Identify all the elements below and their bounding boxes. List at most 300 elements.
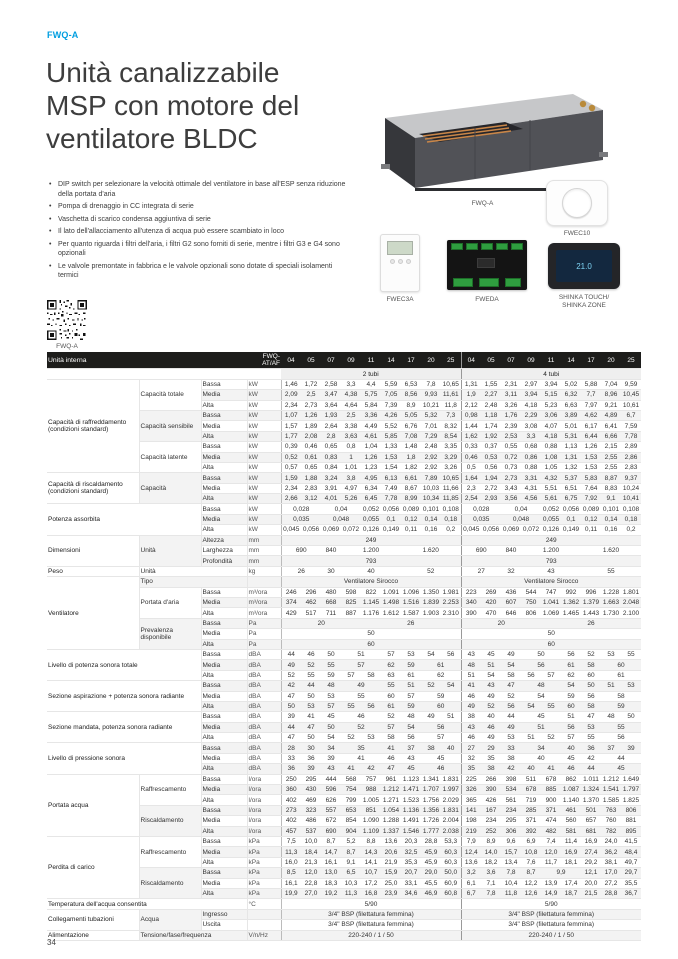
value-cell: 0,072 — [522, 526, 540, 534]
value-cell: 36 — [281, 764, 301, 774]
value-cell: 49 — [481, 691, 501, 701]
section-label: Ventilatore — [47, 577, 139, 650]
value-cell: 793 — [281, 556, 461, 566]
value-cell: 840 — [321, 546, 341, 556]
value-cell: 30 — [321, 566, 341, 576]
section-label: Sezione aspirazione + potenza sonora radiante — [47, 681, 201, 712]
value-cell: 757 — [361, 774, 381, 784]
value-cell: 822 — [361, 587, 381, 597]
value-cell: 56 — [441, 649, 461, 659]
value-cell: 6,13 — [381, 473, 401, 483]
level-label: Alta — [201, 701, 247, 711]
value-cell: 49 — [461, 701, 481, 711]
value-cell: 249 — [461, 535, 641, 545]
value-cell: 60,3 — [441, 847, 461, 857]
value-cell: 21,9 — [381, 857, 401, 867]
value-cell: 7,89 — [421, 473, 441, 483]
value-cell: 4,95 — [361, 473, 381, 483]
value-cell: 806 — [521, 608, 541, 618]
unit-label: kPa — [247, 857, 281, 867]
value-cell: 57 — [381, 722, 401, 732]
value-cell: 21,5 — [581, 888, 601, 898]
value-cell: 46,9 — [421, 888, 441, 898]
value-cell: 29,2 — [581, 857, 601, 867]
value-cell: 596 — [321, 785, 341, 795]
value-cell: 57 — [421, 733, 461, 743]
size-column-header: 20 — [421, 352, 441, 369]
value-cell: 32 — [461, 753, 481, 763]
value-cell: 33 — [501, 743, 521, 753]
value-cell: 56 — [581, 691, 601, 701]
value-cell: 5,51 — [541, 483, 561, 493]
value-cell: 763 — [601, 805, 621, 815]
unit-label: m³/ora — [247, 587, 281, 597]
value-cell: 1.350 — [422, 588, 440, 596]
value-cell: 40 — [561, 743, 581, 753]
sub-label: Raffrescamento — [139, 836, 201, 867]
value-cell: 7,05 — [381, 390, 401, 400]
level-label: Bassa — [201, 868, 247, 878]
value-cell: 38 — [501, 753, 521, 763]
sub-label: Capacità latente — [139, 442, 201, 473]
value-cell: 996 — [581, 587, 601, 597]
value-cell: 719 — [521, 795, 541, 805]
value-cell: 45 — [521, 712, 561, 722]
value-cell: 4,89 — [601, 410, 621, 420]
value-cell: 1.649 — [622, 775, 640, 783]
value-cell: 14,9 — [541, 888, 561, 898]
value-cell: 48 — [321, 681, 341, 691]
value-cell: 50 — [321, 722, 341, 732]
value-cell: 7,92 — [581, 494, 601, 504]
value-cell: 0,18 — [621, 514, 641, 524]
value-cell: 46 — [561, 764, 581, 774]
value-cell: 12,1 — [581, 868, 601, 878]
section-label: Collegamenti tubazioni — [47, 909, 139, 930]
value-cell: 0,14 — [601, 514, 621, 524]
value-cell: 678 — [521, 785, 541, 795]
value-cell: 27 — [461, 566, 501, 576]
unit-label: kW — [247, 379, 281, 389]
value-cell: 39 — [621, 743, 641, 753]
unit-label: Pa — [247, 639, 281, 649]
value-cell: 2,92 — [421, 452, 441, 462]
value-cell: 9,1 — [601, 494, 621, 504]
value-cell: 29 — [481, 743, 501, 753]
value-cell: 39 — [281, 712, 301, 722]
value-cell: 53 — [301, 701, 321, 711]
value-cell: 57 — [341, 670, 361, 680]
unit-label: kW — [247, 494, 281, 504]
value-cell: 39 — [321, 753, 341, 763]
unit-label: dBA — [247, 681, 281, 691]
value-cell: 2,12 — [461, 400, 481, 410]
value-cell: 11,3 — [341, 888, 361, 898]
value-cell: 3,24 — [321, 473, 341, 483]
unit-label: dBA — [247, 701, 281, 711]
value-cell: 2,48 — [481, 400, 501, 410]
value-cell: 1.443 — [582, 609, 600, 617]
value-cell: 26 — [541, 618, 641, 628]
value-cell: 0,11 — [581, 525, 601, 535]
level-label: Media — [201, 421, 247, 431]
value-cell: 52 — [401, 566, 461, 576]
value-cell: 62 — [381, 660, 401, 670]
value-cell: 8,7 — [521, 868, 541, 878]
value-cell: 1.140 — [562, 796, 580, 804]
value-cell: 62 — [421, 670, 461, 680]
model-column-header: FWQ-AT/AF — [247, 352, 281, 369]
value-cell: 28 — [281, 743, 301, 753]
value-cell: 2,15 — [601, 442, 621, 452]
value-cell: 223 — [461, 587, 481, 597]
value-cell: 1.756 — [422, 796, 440, 804]
value-cell: 8,32 — [441, 421, 461, 431]
value-cell: 0,089 — [582, 505, 600, 513]
value-cell: 10,8 — [521, 847, 541, 857]
value-cell: 1.523 — [402, 796, 420, 804]
value-cell: 43 — [461, 649, 481, 659]
level-label: Bassa — [201, 379, 247, 389]
value-cell: 35,5 — [621, 878, 641, 888]
value-cell: 1.663 — [602, 599, 620, 607]
value-cell: 1.839 — [422, 599, 440, 607]
value-cell: 26 — [281, 566, 321, 576]
value-cell: 3/4" BSP (filettatura femmina) — [461, 920, 641, 930]
value-cell: 46 — [481, 722, 501, 732]
value-cell: 60 — [281, 639, 461, 649]
value-cell: 45 — [321, 712, 341, 722]
value-cell: 8,7 — [321, 836, 341, 846]
unit-label — [247, 577, 281, 587]
unit-label: °C — [247, 899, 281, 909]
value-cell: 234 — [501, 805, 521, 815]
section-label: Capacità di riscaldamento (condizioni standard) — [47, 473, 139, 504]
unit-label: l/ora — [247, 785, 281, 795]
feature-item: • Il lato dell'allacciamento all'utenza di acqua può essere scambiato in loco — [58, 227, 354, 237]
value-cell: 2.029 — [441, 795, 461, 805]
value-cell: 2,53 — [501, 431, 521, 441]
size-column-header: 17 — [581, 352, 601, 369]
value-cell: 273 — [281, 805, 301, 815]
value-cell: 48 — [461, 660, 481, 670]
value-cell: 3,3 — [341, 379, 361, 389]
value-cell: 6,61 — [401, 473, 421, 483]
value-cell: 42 — [281, 681, 301, 691]
value-cell: 0,035 — [461, 514, 501, 524]
unit-label: l/ora — [247, 795, 281, 805]
value-cell: 12,0 — [541, 847, 561, 857]
shinka-caption-line: SHINKA TOUCH/ — [558, 294, 610, 301]
value-cell: 29,7 — [621, 868, 641, 878]
section-label: Livello di potenza sonora totale — [47, 649, 201, 680]
value-cell: 1.288 — [382, 817, 400, 825]
value-cell: 2,27 — [481, 390, 501, 400]
value-cell: 16,8 — [361, 888, 381, 898]
value-cell: 0,37 — [481, 442, 501, 452]
value-cell: 13,9 — [541, 878, 561, 888]
sub-label: Unità — [139, 566, 247, 576]
value-cell: 0,65 — [321, 442, 341, 452]
value-cell: 27 — [461, 743, 481, 753]
value-cell: 38 — [481, 764, 501, 774]
value-cell: 295 — [501, 816, 521, 826]
value-cell: 13,6 — [461, 857, 481, 867]
value-cell: 1.707 — [422, 786, 440, 794]
value-cell: 5,83 — [581, 473, 601, 483]
value-cell: 1.620 — [401, 546, 461, 556]
value-cell: 27,4 — [581, 847, 601, 857]
value-cell: 1.337 — [382, 827, 400, 835]
value-cell: 1.498 — [382, 599, 400, 607]
value-cell: 1,13 — [561, 442, 581, 452]
value-cell: 306 — [501, 826, 521, 836]
value-cell: 390 — [481, 785, 501, 795]
value-cell: 1.200 — [341, 546, 401, 556]
value-cell: 557 — [321, 805, 341, 815]
value-cell: 1,93 — [321, 410, 341, 420]
value-cell: 840 — [501, 546, 521, 556]
value-cell: 49 — [481, 733, 501, 743]
value-cell: 43 — [401, 753, 421, 763]
value-cell: 54 — [501, 660, 521, 670]
title-line: ventilatore BLDC — [46, 123, 258, 154]
value-cell: 42 — [361, 764, 381, 774]
value-cell: 11,3 — [281, 847, 301, 857]
value-cell: 20 — [281, 618, 361, 628]
value-cell: 895 — [621, 826, 641, 836]
value-cell: 678 — [541, 774, 561, 784]
section-label: Potenza assorbita — [47, 504, 201, 535]
value-cell: 8,56 — [401, 390, 421, 400]
value-cell: 0,53 — [481, 452, 501, 462]
value-cell: 18,2 — [481, 857, 501, 867]
value-cell: 371 — [541, 805, 561, 815]
value-cell: 1.620 — [581, 546, 641, 556]
value-cell: 1,46 — [281, 379, 301, 389]
value-cell: 43 — [321, 764, 341, 774]
value-cell: 2.004 — [441, 816, 461, 826]
value-cell: 33,1 — [401, 878, 421, 888]
value-cell: 2,58 — [321, 379, 341, 389]
value-cell: 16,9 — [581, 836, 601, 846]
value-cell: 3,35 — [441, 442, 461, 452]
unit-label: kg — [247, 566, 281, 576]
value-cell: 1.825 — [622, 796, 640, 804]
level-label: Bassa — [201, 410, 247, 420]
value-cell: 0,14 — [421, 514, 441, 524]
value-cell: 0,39 — [281, 442, 301, 452]
value-cell: 219 — [461, 826, 481, 836]
value-cell: 1,31 — [561, 452, 581, 462]
value-cell: 50 — [581, 681, 601, 691]
unit-label: dBA — [247, 712, 281, 722]
value-cell: 55 — [341, 701, 361, 711]
sub-label: Capacità totale — [139, 379, 201, 410]
value-cell: 0,5 — [461, 462, 481, 472]
level-label: Bassa — [201, 774, 247, 784]
level-label: Alta — [201, 795, 247, 805]
value-cell: 6,17 — [581, 421, 601, 431]
value-cell: 0,126 — [362, 526, 380, 534]
value-cell: 5,23 — [541, 400, 561, 410]
value-cell: 0,101 — [602, 505, 620, 513]
value-cell: 6,44 — [581, 431, 601, 441]
value-cell: 0,048 — [321, 514, 361, 524]
value-cell: 252 — [481, 826, 501, 836]
value-cell: 11,7 — [541, 857, 561, 867]
value-cell: 44 — [281, 649, 301, 659]
value-cell: 1.370 — [582, 796, 600, 804]
value-cell: 0,46 — [301, 442, 321, 452]
level-label: Bassa — [201, 805, 247, 815]
unit-label: kW — [247, 442, 281, 452]
group-2tubi-header: 2 tubi — [281, 369, 461, 379]
value-cell: 2,97 — [521, 379, 541, 389]
value-cell: 0,61 — [301, 452, 321, 462]
value-cell: 1,05 — [541, 462, 561, 472]
unit-label: kW — [247, 473, 281, 483]
value-cell: 402 — [281, 816, 301, 826]
value-cell: 0,108 — [441, 504, 461, 514]
value-cell: 40 — [341, 566, 401, 576]
sub-label: Tensione/fase/frequenza — [139, 930, 247, 940]
level-label: Alta — [201, 431, 247, 441]
value-cell: 56 — [601, 733, 641, 743]
value-cell: 52 — [581, 649, 601, 659]
value-cell: 38 — [421, 743, 441, 753]
value-cell: 21,3 — [301, 857, 321, 867]
title-line: MSP con motore del — [46, 90, 300, 121]
value-cell: 3,89 — [561, 410, 581, 420]
value-cell: 16,9 — [561, 847, 581, 857]
value-cell: 8,8 — [361, 836, 381, 846]
value-cell: 32,5 — [401, 847, 421, 857]
value-cell: 6,41 — [601, 421, 621, 431]
value-cell: 51 — [521, 733, 541, 743]
value-cell: 9,93 — [421, 390, 441, 400]
value-cell: 3,29 — [441, 452, 461, 462]
value-cell: 5,15 — [541, 390, 561, 400]
value-cell: 1.109 — [362, 827, 380, 835]
page-title — [46, 56, 299, 155]
level-label: Media — [201, 753, 247, 763]
value-cell: 27,2 — [601, 878, 621, 888]
value-cell: 56 — [561, 649, 581, 659]
value-cell: 7,01 — [421, 421, 441, 431]
value-cell: 51 — [521, 722, 561, 732]
value-cell: 55 — [581, 566, 641, 576]
value-cell: 27,0 — [301, 888, 321, 898]
value-cell: 750 — [521, 598, 541, 608]
value-cell: 0,028 — [461, 504, 501, 514]
value-cell: 2,31 — [501, 379, 521, 389]
value-cell: 4,31 — [521, 483, 541, 493]
value-cell: 598 — [341, 587, 361, 597]
value-cell: 1.069 — [542, 609, 560, 617]
value-cell: 3,47 — [321, 390, 341, 400]
sub-label: Prevalenza disponibile — [139, 618, 201, 649]
feature-item: • Per quanto riguarda i filtri dell'aria, i filtri G2 sono forniti di serie, mentre i filtri G3 e G4 sono opzionali — [58, 240, 354, 259]
value-cell: 881 — [621, 816, 641, 826]
level-label: Alta — [201, 494, 247, 504]
value-cell: 1,8 — [401, 452, 421, 462]
value-cell: 1,33 — [381, 442, 401, 452]
value-cell: 626 — [321, 795, 341, 805]
value-cell: 0,052 — [542, 505, 560, 513]
value-cell: 1.587 — [402, 609, 420, 617]
value-cell: 1.090 — [362, 817, 380, 825]
size-column-header: 05 — [481, 352, 501, 369]
value-cell: 26 — [361, 618, 461, 628]
value-cell: 6,32 — [561, 390, 581, 400]
size-column-header: 07 — [501, 352, 521, 369]
value-cell: 992 — [561, 587, 581, 597]
value-cell: 13,0 — [321, 868, 341, 878]
value-cell: 10,65 — [441, 379, 461, 389]
value-cell: 0,2 — [441, 525, 461, 535]
value-cell: 10,45 — [622, 391, 640, 399]
unit-label: l/ora — [247, 826, 281, 836]
value-cell: 5,75 — [361, 390, 381, 400]
value-cell: 1,26 — [581, 442, 601, 452]
value-cell: 4,18 — [521, 400, 541, 410]
value-cell: 1,57 — [281, 421, 301, 431]
value-cell: 43 — [521, 566, 581, 576]
value-cell: 8,9 — [481, 836, 501, 846]
value-cell: 2,29 — [521, 410, 541, 420]
unit-label: kW — [247, 410, 281, 420]
level-label: Bassa — [201, 473, 247, 483]
value-cell: 1.341 — [422, 775, 440, 783]
value-cell: 36,2 — [601, 847, 621, 857]
value-cell: 7,39 — [381, 400, 401, 410]
unit-label: mm — [247, 546, 281, 556]
value-cell: 7,7 — [581, 390, 601, 400]
value-cell: 900 — [541, 795, 561, 805]
value-cell: 2,86 — [621, 452, 641, 462]
value-cell: 7,9 — [461, 836, 481, 846]
value-cell: 198 — [461, 816, 481, 826]
value-cell: 799 — [341, 795, 361, 805]
value-cell: 50 — [281, 629, 461, 639]
value-cell: 44 — [581, 764, 601, 774]
value-cell: 2,92 — [421, 462, 441, 472]
value-cell: 33 — [281, 753, 301, 763]
table-row — [47, 649, 641, 659]
value-cell: 887 — [341, 608, 361, 618]
value-cell: 2,54 — [461, 494, 481, 504]
sub-label: Tipo — [139, 577, 247, 587]
value-cell: 11,8 — [501, 888, 521, 898]
sub-label: Riscaldamento — [139, 805, 201, 836]
value-cell: 7,64 — [581, 483, 601, 493]
table-row — [47, 504, 641, 514]
unit-label: l/ora — [247, 774, 281, 784]
value-cell: 18,3 — [321, 878, 341, 888]
level-label: Alta — [201, 857, 247, 867]
shinka-caption — [548, 294, 620, 309]
value-cell: 54 — [521, 701, 541, 711]
value-cell: 9,59 — [621, 379, 641, 389]
value-cell: 544 — [521, 587, 541, 597]
value-cell: 1,64 — [461, 473, 481, 483]
value-cell: 0,16 — [601, 525, 621, 535]
value-cell: 2,83 — [301, 483, 321, 493]
value-cell: 220-240 / 1 / 50 — [281, 930, 461, 940]
level-label: Media — [201, 785, 247, 795]
value-cell: 0,028 — [281, 504, 321, 514]
